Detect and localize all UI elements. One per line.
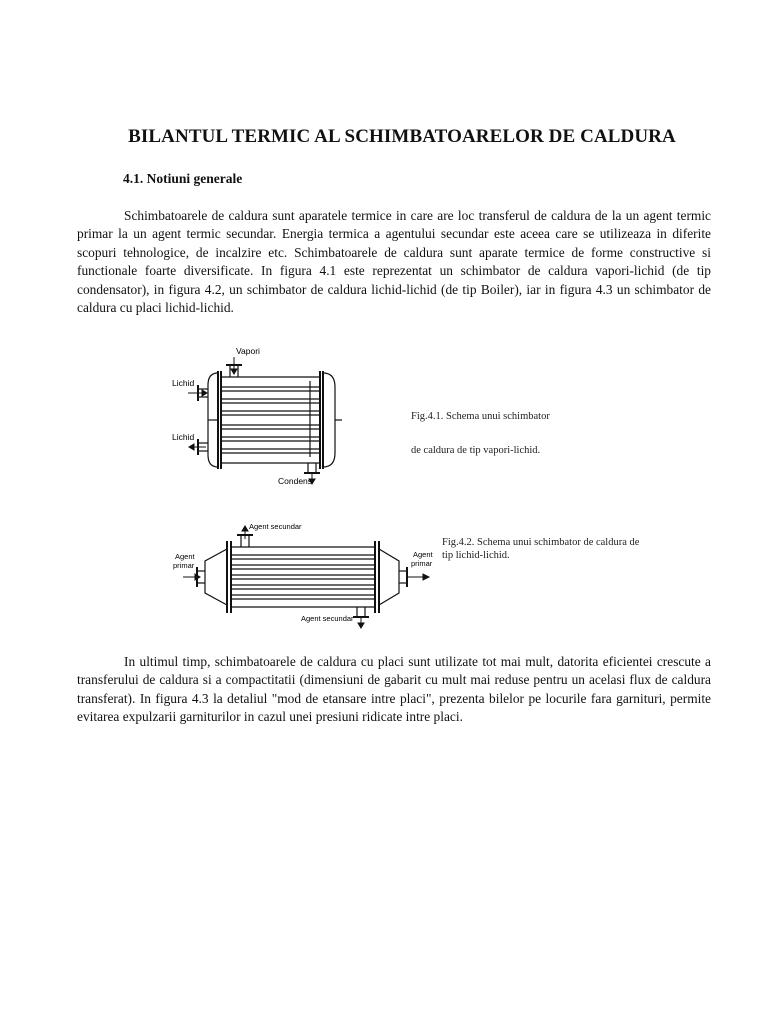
page-title: BILANTUL TERMIC AL SCHIMBATOARELOR DE CALDURA (128, 126, 676, 147)
section-heading: 4.1. Notiuni generale (123, 171, 243, 186)
label-lichid-in: Lichid (172, 378, 195, 388)
label-agent-primar-right-2: primar (411, 559, 433, 568)
exchanger-shell (198, 365, 342, 473)
label-agent-secundar-top: Agent secundar (249, 522, 302, 531)
figure-vapor-liquid-exchanger (170, 345, 355, 490)
flow-arrows (188, 357, 315, 484)
label-lichid-out: Lichid (172, 432, 195, 442)
figure-1-caption-line-1: Fig.4.1. Schema unui schimbator (411, 411, 550, 422)
label-agent-secundar-bottom: Agent secundar (301, 614, 354, 623)
paragraph-plate-exchangers: In ultimul timp, schimbatoarele de caldura cu placi sunt utilizate tot mai mult, datorita eficientei crescute a transferului de caldura si a compactitatii (dimensiuni de gabarit cu mult mai reduse pentru un acelasi flux de caldura transferat). In figura 4.3 la detaliul "mod de etansare intre placi", prezenta bilelor pe locurile fara garnituri, permite evitarea expulzarii garniturilor in cazul unei presiuni ridicate intre placi. (77, 654, 711, 725)
label-condens: Condens (278, 476, 313, 486)
paragraph-intro: Schimbatoarele de caldura sunt aparatele termice in care are loc transferul de caldura de la un agent termic primar la un agent termic secundar. Energia termica a agentului secundar este aceea care se utilizeaza in diferite scopuri tehnologice, de incalzire etc. Schimbatoarele de caldura sunt aparate termice de forme constructive si functionale foarte diversificate. In figura 4.1 este reprezentat un schimbator de caldura vapori-lichid (de tip condensator), in figura 4.2, un schimbator de caldura lichid-lichid (de tip Boiler), iar in figura 4.3 un schimbator de caldura cu placi lichid-lichid. (77, 208, 711, 316)
figure-1-caption-line-2: de caldura de tip vapori-lichid. (411, 445, 541, 456)
label-vapori: Vapori (236, 346, 260, 356)
figure-2-caption: Fig.4.2. Schema unui schimbator de caldura de tip lichid-lichid. (442, 537, 640, 561)
label-agent-primar-left-1: Agent (175, 552, 195, 561)
label-agent-primar-right-1: Agent (413, 550, 433, 559)
figure-liquid-liquid-exchanger (163, 517, 435, 629)
exchanger-shell (197, 535, 407, 617)
flow-arrows (183, 526, 429, 628)
label-agent-primar-left-2: primar (173, 561, 195, 570)
